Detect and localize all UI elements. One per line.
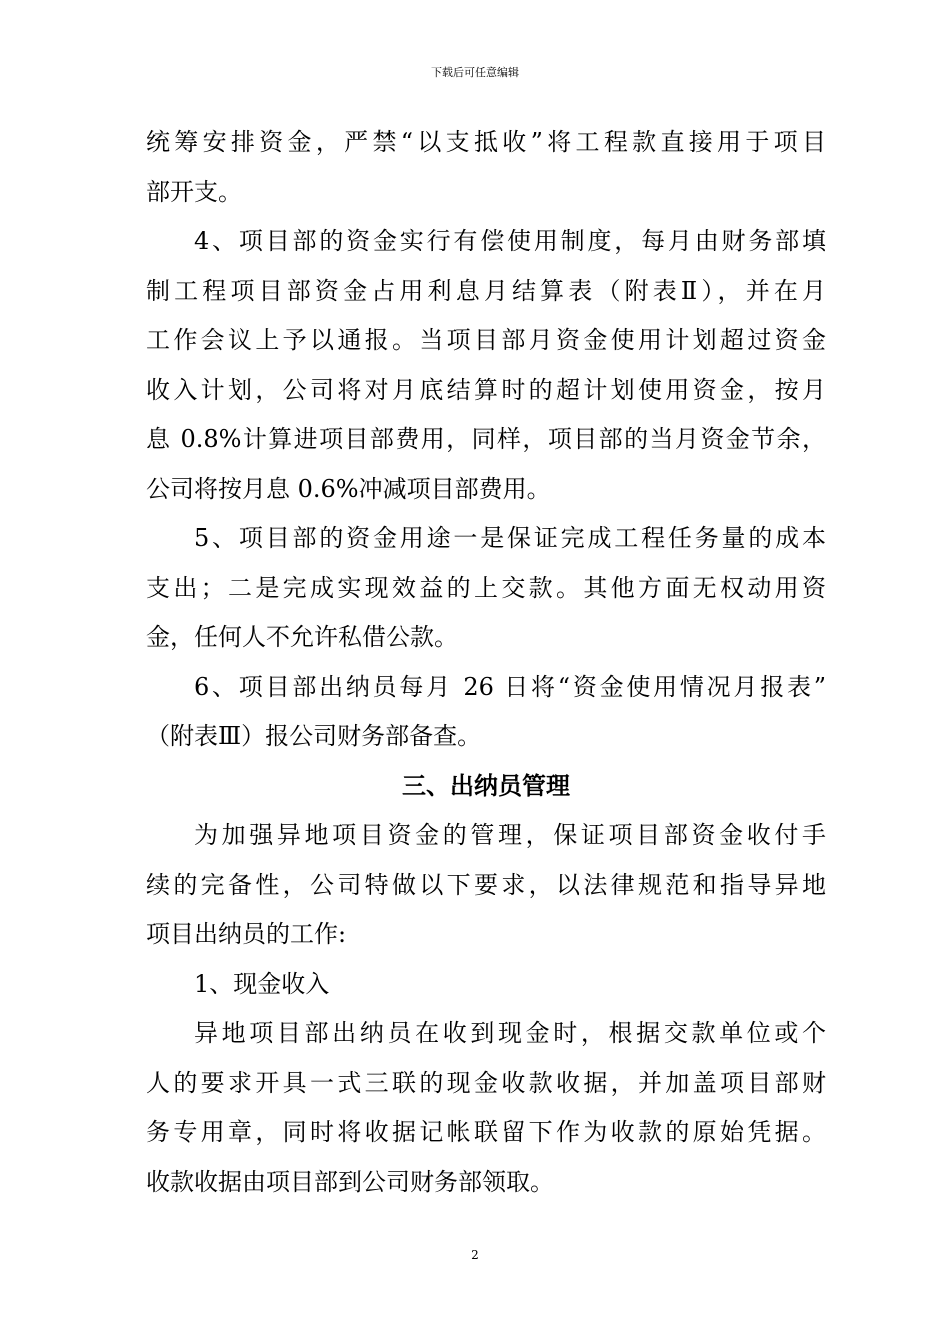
text-line: 人的要求开具一式三联的现金收款收据，并加盖项目部财 — [146, 1068, 826, 1097]
text-line: 收入计划，公司将对月底结算时的超计划使用资金，按月 — [146, 375, 826, 404]
page-number: 2 — [471, 1248, 479, 1262]
document-body — [146, 118, 826, 1207]
section-title: 三、出纳员管理 — [402, 771, 570, 800]
text-line: 4、项目部的资金实行有偿使用制度，每月由财务部填 — [194, 227, 826, 255]
text-line: 统筹安排资金，严禁“以支抵收”将工程款直接用于项目 — [146, 128, 826, 156]
text-line: 制工程项目部资金占用利息月结算表（附表Ⅱ），并在月 — [146, 276, 826, 305]
text-line: 支出；二是完成实现效益的上交款。其他方面无权动用资 — [146, 573, 826, 602]
text-line: 6、项目部出纳员每月 26 日将“资金使用情况月报表” — [194, 672, 826, 701]
text-line: 项目出纳员的工作: — [146, 920, 347, 948]
text-line: 务专用章，同时将收据记帐联留下作为收款的原始凭据。 — [146, 1118, 826, 1146]
page-header: 下载后可任意编辑 — [431, 66, 519, 79]
text-line: 工作会议上予以通报。当项目部月资金使用计划超过资金 — [146, 326, 826, 354]
text-line: 收款收据由项目部到公司财务部领取。 — [146, 1167, 554, 1196]
text-line: 金，任何人不允许私借公款。 — [146, 623, 458, 651]
text-line: 为加强异地项目资金的管理，保证项目部资金收付手 — [194, 821, 826, 849]
text-line: 公司将按月息 0.6%冲减项目部费用。 — [146, 474, 551, 503]
text-line: （附表Ⅲ）报公司财务部备查。 — [146, 722, 482, 750]
text-line: 续的完备性，公司特做以下要求，以法律规范和指导异地 — [146, 870, 826, 899]
text-line: 5、项目部的资金用途一是保证完成工程任务量的成本 — [194, 524, 826, 552]
text-line: 部开支。 — [146, 177, 242, 206]
text-line: 1、现金收入 — [194, 969, 330, 998]
text-line: 异地项目部出纳员在收到现金时，根据交款单位或个 — [194, 1019, 826, 1047]
text-line: 息 0.8%计算进项目部费用，同样，项目部的当月资金节余， — [146, 425, 826, 453]
